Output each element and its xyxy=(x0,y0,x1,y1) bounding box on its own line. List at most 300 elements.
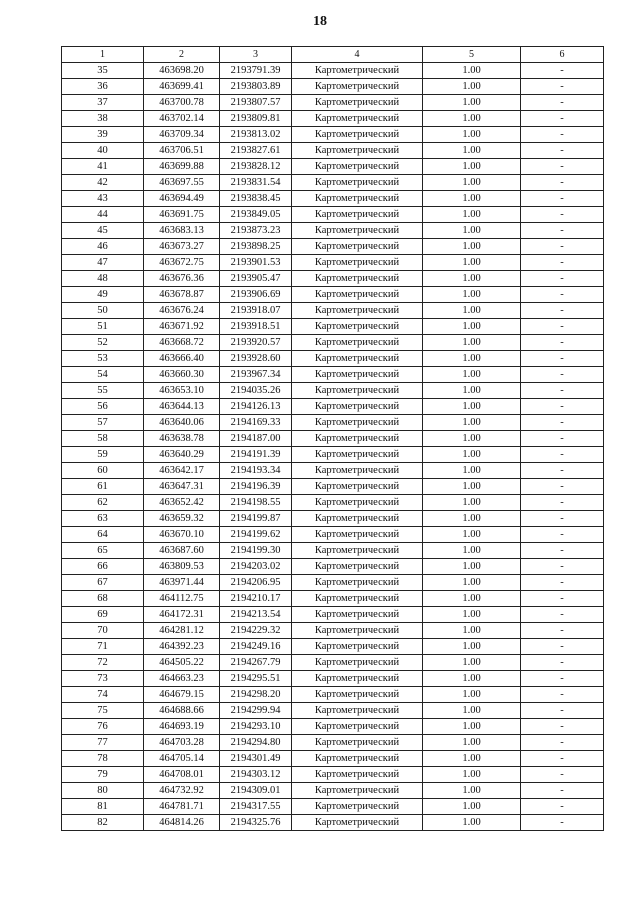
x-coordinate-cell: 464663.23 xyxy=(144,671,220,687)
x-coordinate-cell: 463697.55 xyxy=(144,175,220,191)
accuracy-cell: 1.00 xyxy=(423,751,521,767)
accuracy-cell: 1.00 xyxy=(423,63,521,79)
accuracy-cell: 1.00 xyxy=(423,655,521,671)
y-coordinate-cell: 2194191.39 xyxy=(220,447,292,463)
point-number-cell: 76 xyxy=(62,719,144,735)
description-cell: - xyxy=(521,351,604,367)
accuracy-cell: 1.00 xyxy=(423,543,521,559)
accuracy-cell: 1.00 xyxy=(423,607,521,623)
description-cell: - xyxy=(521,415,604,431)
method-cell: Картометрический xyxy=(292,271,423,287)
description-cell: - xyxy=(521,511,604,527)
column-header-6: 6 xyxy=(521,47,604,63)
method-cell: Картометрический xyxy=(292,495,423,511)
x-coordinate-cell: 464732.92 xyxy=(144,783,220,799)
x-coordinate-cell: 463709.34 xyxy=(144,127,220,143)
point-number-cell: 81 xyxy=(62,799,144,815)
description-cell: - xyxy=(521,79,604,95)
accuracy-cell: 1.00 xyxy=(423,735,521,751)
method-cell: Картометрический xyxy=(292,671,423,687)
method-cell: Картометрический xyxy=(292,175,423,191)
point-number-cell: 52 xyxy=(62,335,144,351)
y-coordinate-cell: 2193901.53 xyxy=(220,255,292,271)
method-cell: Картометрический xyxy=(292,639,423,655)
method-cell: Картометрический xyxy=(292,607,423,623)
point-number-cell: 42 xyxy=(62,175,144,191)
accuracy-cell: 1.00 xyxy=(423,303,521,319)
column-header-1: 1 xyxy=(62,47,144,63)
point-number-cell: 51 xyxy=(62,319,144,335)
x-coordinate-cell: 463672.75 xyxy=(144,255,220,271)
y-coordinate-cell: 2193809.81 xyxy=(220,111,292,127)
table-row xyxy=(62,319,604,335)
y-coordinate-cell: 2193905.47 xyxy=(220,271,292,287)
x-coordinate-cell: 464703.28 xyxy=(144,735,220,751)
accuracy-cell: 1.00 xyxy=(423,719,521,735)
column-header-2: 2 xyxy=(144,47,220,63)
x-coordinate-cell: 463640.29 xyxy=(144,447,220,463)
y-coordinate-cell: 2194229.32 xyxy=(220,623,292,639)
table-row xyxy=(62,479,604,495)
y-coordinate-cell: 2193920.57 xyxy=(220,335,292,351)
method-cell: Картометрический xyxy=(292,783,423,799)
y-coordinate-cell: 2194294.80 xyxy=(220,735,292,751)
y-coordinate-cell: 2194301.49 xyxy=(220,751,292,767)
description-cell: - xyxy=(521,495,604,511)
method-cell: Картометрический xyxy=(292,303,423,319)
accuracy-cell: 1.00 xyxy=(423,495,521,511)
table-row xyxy=(62,335,604,351)
table-row xyxy=(62,687,604,703)
method-cell: Картометрический xyxy=(292,255,423,271)
point-number-cell: 78 xyxy=(62,751,144,767)
x-coordinate-cell: 463668.72 xyxy=(144,335,220,351)
table-row xyxy=(62,79,604,95)
table-row xyxy=(62,95,604,111)
accuracy-cell: 1.00 xyxy=(423,223,521,239)
y-coordinate-cell: 2194309.01 xyxy=(220,783,292,799)
accuracy-cell: 1.00 xyxy=(423,415,521,431)
description-cell: - xyxy=(521,399,604,415)
y-coordinate-cell: 2194210.17 xyxy=(220,591,292,607)
method-cell: Картометрический xyxy=(292,319,423,335)
method-cell: Картометрический xyxy=(292,367,423,383)
x-coordinate-cell: 463666.40 xyxy=(144,351,220,367)
description-cell: - xyxy=(521,287,604,303)
description-cell: - xyxy=(521,127,604,143)
x-coordinate-cell: 464688.66 xyxy=(144,703,220,719)
method-cell: Картометрический xyxy=(292,431,423,447)
method-cell: Картометрический xyxy=(292,591,423,607)
accuracy-cell: 1.00 xyxy=(423,367,521,383)
description-cell: - xyxy=(521,463,604,479)
description-cell: - xyxy=(521,223,604,239)
y-coordinate-cell: 2193873.23 xyxy=(220,223,292,239)
table-row xyxy=(62,111,604,127)
x-coordinate-cell: 463673.27 xyxy=(144,239,220,255)
point-number-cell: 80 xyxy=(62,783,144,799)
y-coordinate-cell: 2194303.12 xyxy=(220,767,292,783)
table-row xyxy=(62,287,604,303)
accuracy-cell: 1.00 xyxy=(423,591,521,607)
x-coordinate-cell: 463678.87 xyxy=(144,287,220,303)
column-header-3: 3 xyxy=(220,47,292,63)
table-row xyxy=(62,447,604,463)
x-coordinate-cell: 463644.13 xyxy=(144,399,220,415)
y-coordinate-cell: 2194199.62 xyxy=(220,527,292,543)
x-coordinate-cell: 464705.14 xyxy=(144,751,220,767)
point-number-cell: 39 xyxy=(62,127,144,143)
point-number-cell: 57 xyxy=(62,415,144,431)
method-cell: Картометрический xyxy=(292,767,423,783)
point-number-cell: 55 xyxy=(62,383,144,399)
x-coordinate-cell: 464781.71 xyxy=(144,799,220,815)
table-row xyxy=(62,255,604,271)
method-cell: Картометрический xyxy=(292,623,423,639)
method-cell: Картометрический xyxy=(292,239,423,255)
point-number-cell: 77 xyxy=(62,735,144,751)
description-cell: - xyxy=(521,559,604,575)
method-cell: Картометрический xyxy=(292,127,423,143)
method-cell: Картометрический xyxy=(292,735,423,751)
method-cell: Картометрический xyxy=(292,95,423,111)
method-cell: Картометрический xyxy=(292,543,423,559)
point-number-cell: 35 xyxy=(62,63,144,79)
description-cell: - xyxy=(521,735,604,751)
method-cell: Картометрический xyxy=(292,351,423,367)
accuracy-cell: 1.00 xyxy=(423,799,521,815)
accuracy-cell: 1.00 xyxy=(423,271,521,287)
description-cell: - xyxy=(521,255,604,271)
description-cell: - xyxy=(521,95,604,111)
point-number-cell: 67 xyxy=(62,575,144,591)
description-cell: - xyxy=(521,239,604,255)
description-cell: - xyxy=(521,751,604,767)
accuracy-cell: 1.00 xyxy=(423,255,521,271)
accuracy-cell: 1.00 xyxy=(423,479,521,495)
y-coordinate-cell: 2194199.30 xyxy=(220,543,292,559)
point-number-cell: 69 xyxy=(62,607,144,623)
point-number-cell: 58 xyxy=(62,431,144,447)
description-cell: - xyxy=(521,575,604,591)
point-number-cell: 60 xyxy=(62,463,144,479)
x-coordinate-cell: 464708.01 xyxy=(144,767,220,783)
table-row xyxy=(62,655,604,671)
description-cell: - xyxy=(521,175,604,191)
x-coordinate-cell: 463652.42 xyxy=(144,495,220,511)
description-cell: - xyxy=(521,111,604,127)
method-cell: Картометрический xyxy=(292,143,423,159)
method-cell: Картометрический xyxy=(292,335,423,351)
description-cell: - xyxy=(521,543,604,559)
accuracy-cell: 1.00 xyxy=(423,287,521,303)
description-cell: - xyxy=(521,207,604,223)
table-row xyxy=(62,607,604,623)
x-coordinate-cell: 464693.19 xyxy=(144,719,220,735)
method-cell: Картометрический xyxy=(292,575,423,591)
description-cell: - xyxy=(521,191,604,207)
table-row xyxy=(62,671,604,687)
description-cell: - xyxy=(521,335,604,351)
point-number-cell: 53 xyxy=(62,351,144,367)
x-coordinate-cell: 464392.23 xyxy=(144,639,220,655)
accuracy-cell: 1.00 xyxy=(423,527,521,543)
y-coordinate-cell: 2194203.02 xyxy=(220,559,292,575)
method-cell: Картометрический xyxy=(292,415,423,431)
y-coordinate-cell: 2193918.51 xyxy=(220,319,292,335)
y-coordinate-cell: 2194317.55 xyxy=(220,799,292,815)
method-cell: Картометрический xyxy=(292,751,423,767)
point-number-cell: 54 xyxy=(62,367,144,383)
method-cell: Картометрический xyxy=(292,399,423,415)
point-number-cell: 43 xyxy=(62,191,144,207)
table-row xyxy=(62,431,604,447)
x-coordinate-cell: 463638.78 xyxy=(144,431,220,447)
point-number-cell: 49 xyxy=(62,287,144,303)
y-coordinate-cell: 2193813.02 xyxy=(220,127,292,143)
method-cell: Картометрический xyxy=(292,447,423,463)
x-coordinate-cell: 463971.44 xyxy=(144,575,220,591)
x-coordinate-cell: 463640.06 xyxy=(144,415,220,431)
table-row xyxy=(62,543,604,559)
method-cell: Картометрический xyxy=(292,79,423,95)
x-coordinate-cell: 463702.14 xyxy=(144,111,220,127)
table-row xyxy=(62,639,604,655)
y-coordinate-cell: 2193928.60 xyxy=(220,351,292,367)
y-coordinate-cell: 2194035.26 xyxy=(220,383,292,399)
description-cell: - xyxy=(521,591,604,607)
accuracy-cell: 1.00 xyxy=(423,687,521,703)
table-row xyxy=(62,591,604,607)
table-row xyxy=(62,495,604,511)
accuracy-cell: 1.00 xyxy=(423,319,521,335)
y-coordinate-cell: 2193807.57 xyxy=(220,95,292,111)
accuracy-cell: 1.00 xyxy=(423,815,521,831)
table-row xyxy=(62,127,604,143)
point-number-cell: 48 xyxy=(62,271,144,287)
point-number-cell: 46 xyxy=(62,239,144,255)
table-row xyxy=(62,735,604,751)
description-cell: - xyxy=(521,319,604,335)
description-cell: - xyxy=(521,527,604,543)
description-cell: - xyxy=(521,159,604,175)
y-coordinate-cell: 2194169.33 xyxy=(220,415,292,431)
y-coordinate-cell: 2194249.16 xyxy=(220,639,292,655)
x-coordinate-cell: 463671.92 xyxy=(144,319,220,335)
column-header-5: 5 xyxy=(423,47,521,63)
table-row xyxy=(62,159,604,175)
method-cell: Картометрический xyxy=(292,207,423,223)
table-row xyxy=(62,271,604,287)
y-coordinate-cell: 2193849.05 xyxy=(220,207,292,223)
point-number-cell: 61 xyxy=(62,479,144,495)
y-coordinate-cell: 2193803.89 xyxy=(220,79,292,95)
x-coordinate-cell: 463670.10 xyxy=(144,527,220,543)
table-row xyxy=(62,703,604,719)
accuracy-cell: 1.00 xyxy=(423,783,521,799)
y-coordinate-cell: 2194325.76 xyxy=(220,815,292,831)
accuracy-cell: 1.00 xyxy=(423,463,521,479)
y-coordinate-cell: 2194126.13 xyxy=(220,399,292,415)
method-cell: Картометрический xyxy=(292,63,423,79)
method-cell: Картометрический xyxy=(292,479,423,495)
table-body xyxy=(62,63,604,831)
method-cell: Картометрический xyxy=(292,511,423,527)
y-coordinate-cell: 2194187.00 xyxy=(220,431,292,447)
page-number: 18 xyxy=(313,14,327,29)
x-coordinate-cell: 463698.20 xyxy=(144,63,220,79)
table-row xyxy=(62,239,604,255)
table-row xyxy=(62,559,604,575)
description-cell: - xyxy=(521,431,604,447)
description-cell: - xyxy=(521,383,604,399)
description-cell: - xyxy=(521,367,604,383)
x-coordinate-cell: 463653.10 xyxy=(144,383,220,399)
y-coordinate-cell: 2194295.51 xyxy=(220,671,292,687)
accuracy-cell: 1.00 xyxy=(423,159,521,175)
table-row xyxy=(62,399,604,415)
method-cell: Картометрический xyxy=(292,687,423,703)
x-coordinate-cell: 463683.13 xyxy=(144,223,220,239)
description-cell: - xyxy=(521,799,604,815)
method-cell: Картометрический xyxy=(292,383,423,399)
y-coordinate-cell: 2194206.95 xyxy=(220,575,292,591)
description-cell: - xyxy=(521,303,604,319)
point-number-cell: 66 xyxy=(62,559,144,575)
table-row xyxy=(62,415,604,431)
y-coordinate-cell: 2193828.12 xyxy=(220,159,292,175)
point-number-cell: 72 xyxy=(62,655,144,671)
description-cell: - xyxy=(521,815,604,831)
method-cell: Картометрический xyxy=(292,159,423,175)
y-coordinate-cell: 2193898.25 xyxy=(220,239,292,255)
accuracy-cell: 1.00 xyxy=(423,127,521,143)
x-coordinate-cell: 463642.17 xyxy=(144,463,220,479)
x-coordinate-cell: 463700.78 xyxy=(144,95,220,111)
table-row xyxy=(62,383,604,399)
point-number-cell: 59 xyxy=(62,447,144,463)
y-coordinate-cell: 2194298.20 xyxy=(220,687,292,703)
description-cell: - xyxy=(521,703,604,719)
point-number-cell: 74 xyxy=(62,687,144,703)
x-coordinate-cell: 464172.31 xyxy=(144,607,220,623)
table-row xyxy=(62,303,604,319)
method-cell: Картометрический xyxy=(292,799,423,815)
description-cell: - xyxy=(521,719,604,735)
x-coordinate-cell: 463809.53 xyxy=(144,559,220,575)
x-coordinate-cell: 463660.30 xyxy=(144,367,220,383)
table-header-row xyxy=(62,47,604,63)
point-number-cell: 71 xyxy=(62,639,144,655)
description-cell: - xyxy=(521,671,604,687)
point-number-cell: 79 xyxy=(62,767,144,783)
accuracy-cell: 1.00 xyxy=(423,623,521,639)
x-coordinate-cell: 463706.51 xyxy=(144,143,220,159)
x-coordinate-cell: 464814.26 xyxy=(144,815,220,831)
description-cell: - xyxy=(521,271,604,287)
method-cell: Картометрический xyxy=(292,191,423,207)
x-coordinate-cell: 463676.24 xyxy=(144,303,220,319)
accuracy-cell: 1.00 xyxy=(423,111,521,127)
table-row xyxy=(62,751,604,767)
point-number-cell: 68 xyxy=(62,591,144,607)
method-cell: Картометрический xyxy=(292,223,423,239)
method-cell: Картометрический xyxy=(292,463,423,479)
point-number-cell: 64 xyxy=(62,527,144,543)
table-row xyxy=(62,527,604,543)
point-number-cell: 45 xyxy=(62,223,144,239)
table-row xyxy=(62,815,604,831)
y-coordinate-cell: 2193918.07 xyxy=(220,303,292,319)
point-number-cell: 63 xyxy=(62,511,144,527)
y-coordinate-cell: 2194299.94 xyxy=(220,703,292,719)
table-row xyxy=(62,207,604,223)
table-row xyxy=(62,511,604,527)
point-number-cell: 47 xyxy=(62,255,144,271)
x-coordinate-cell: 464112.75 xyxy=(144,591,220,607)
table-row xyxy=(62,623,604,639)
point-number-cell: 70 xyxy=(62,623,144,639)
method-cell: Картометрический xyxy=(292,287,423,303)
y-coordinate-cell: 2194267.79 xyxy=(220,655,292,671)
x-coordinate-cell: 463676.36 xyxy=(144,271,220,287)
accuracy-cell: 1.00 xyxy=(423,207,521,223)
table-row xyxy=(62,367,604,383)
accuracy-cell: 1.00 xyxy=(423,703,521,719)
point-number-cell: 36 xyxy=(62,79,144,95)
point-number-cell: 50 xyxy=(62,303,144,319)
description-cell: - xyxy=(521,639,604,655)
accuracy-cell: 1.00 xyxy=(423,559,521,575)
table-row xyxy=(62,767,604,783)
accuracy-cell: 1.00 xyxy=(423,447,521,463)
y-coordinate-cell: 2193831.54 xyxy=(220,175,292,191)
point-number-cell: 73 xyxy=(62,671,144,687)
point-number-cell: 41 xyxy=(62,159,144,175)
accuracy-cell: 1.00 xyxy=(423,575,521,591)
description-cell: - xyxy=(521,655,604,671)
accuracy-cell: 1.00 xyxy=(423,335,521,351)
x-coordinate-cell: 463647.31 xyxy=(144,479,220,495)
table-row xyxy=(62,783,604,799)
y-coordinate-cell: 2194199.87 xyxy=(220,511,292,527)
description-cell: - xyxy=(521,783,604,799)
accuracy-cell: 1.00 xyxy=(423,383,521,399)
point-number-cell: 44 xyxy=(62,207,144,223)
x-coordinate-cell: 464281.12 xyxy=(144,623,220,639)
y-coordinate-cell: 2194293.10 xyxy=(220,719,292,735)
x-coordinate-cell: 463699.41 xyxy=(144,79,220,95)
description-cell: - xyxy=(521,447,604,463)
method-cell: Картометрический xyxy=(292,559,423,575)
accuracy-cell: 1.00 xyxy=(423,351,521,367)
accuracy-cell: 1.00 xyxy=(423,639,521,655)
point-number-cell: 62 xyxy=(62,495,144,511)
description-cell: - xyxy=(521,143,604,159)
table-row xyxy=(62,799,604,815)
accuracy-cell: 1.00 xyxy=(423,767,521,783)
method-cell: Картометрический xyxy=(292,111,423,127)
x-coordinate-cell: 463699.88 xyxy=(144,159,220,175)
description-cell: - xyxy=(521,767,604,783)
point-number-cell: 38 xyxy=(62,111,144,127)
method-cell: Картометрический xyxy=(292,719,423,735)
accuracy-cell: 1.00 xyxy=(423,671,521,687)
point-number-cell: 56 xyxy=(62,399,144,415)
y-coordinate-cell: 2194193.34 xyxy=(220,463,292,479)
table-row xyxy=(62,63,604,79)
method-cell: Картометрический xyxy=(292,655,423,671)
